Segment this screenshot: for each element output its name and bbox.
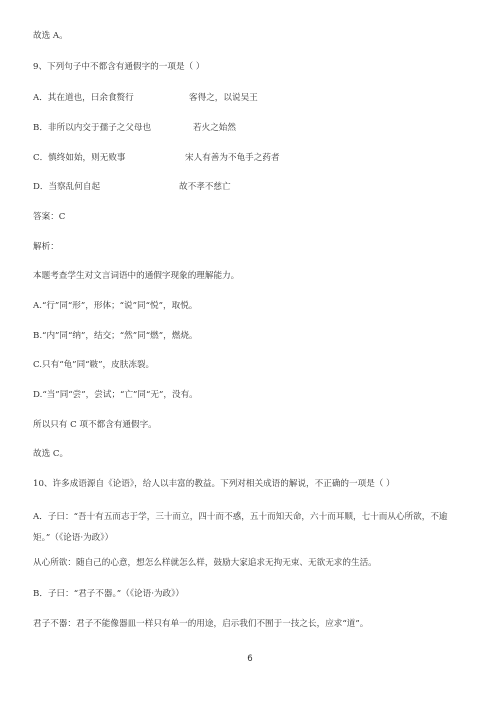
- answer-conclusion-a: 故选 A。: [33, 31, 68, 41]
- question-10-option-a: A．子曰：“吾十有五而志于学，三十而立，四十而不惑，五十而知天命，六十而耳顺，七十而从心所欲，不逾矩。”（《论语·为政》）: [33, 512, 448, 543]
- question-9-option-c: [33, 152, 126, 164]
- analysis-conclusion: 所以只有 C 项不都含有通假字。: [33, 420, 157, 430]
- analysis-d: D.“当”同“尝”，尝试；“亡”同“无”，没有。: [33, 390, 198, 400]
- analysis-b: B.“内”同“纳”，结交；“然”同“燃”，燃烧。: [33, 331, 198, 341]
- option-b-explanation: 君子不器：君子不能像器皿一样只有单一的用途，启示我们不囿于一技之长，应求“道”。: [33, 619, 369, 629]
- option-a-first: A．其在道也，曰余食赘行: [33, 93, 134, 103]
- analysis-intro: 本题考查学生对文言词语中的通假字现象的理解能力。: [33, 271, 240, 281]
- option-d-first: D．当察乱何自起: [33, 182, 101, 192]
- option-c-first: C．慎终如始，则无败事: [33, 153, 126, 163]
- answer-conclusion-c: 故选 C。: [33, 449, 69, 459]
- question-10-stem: 10、许多成语源自《论语》，给人以丰富的教益。下列对相关成语的解说，不正确的一项是（ ）: [33, 479, 395, 489]
- answer-9: 答案：C: [33, 212, 66, 222]
- page-number: 6: [247, 654, 253, 664]
- analysis-heading: 解析：: [33, 242, 59, 252]
- option-a-explanation: 从心所欲：随自己的心意，想怎么样就怎么样，鼓励大家追求无拘无束、无欲无求的生活。: [33, 558, 377, 568]
- question-9-stem: 9、下列句子中不都含有通假字的一项是（ ）: [33, 62, 205, 72]
- option-a-second: 客得之，以说吴王: [189, 93, 258, 103]
- option-c-second: 宋人有善为不龟手之药者: [185, 153, 280, 163]
- option-b-first: B．非所以内交于孺子之父母也: [33, 123, 152, 133]
- analysis-c: C.只有“龟”同“皲”，皮肤冻裂。: [33, 360, 155, 370]
- question-9-option-b: [33, 122, 151, 134]
- analysis-a: A.“行”同“形”，形体；“说”同“悦”，取悦。: [33, 301, 198, 311]
- question-9-option-d: [33, 181, 100, 193]
- option-b-second: 若火之始然: [193, 123, 236, 133]
- option-d-second: 故不孝不慈亡: [179, 182, 231, 192]
- question-9-option-a: [33, 92, 134, 104]
- question-10-option-b: B．子曰：“君子不器。”（《论语·为政》）: [33, 589, 185, 599]
